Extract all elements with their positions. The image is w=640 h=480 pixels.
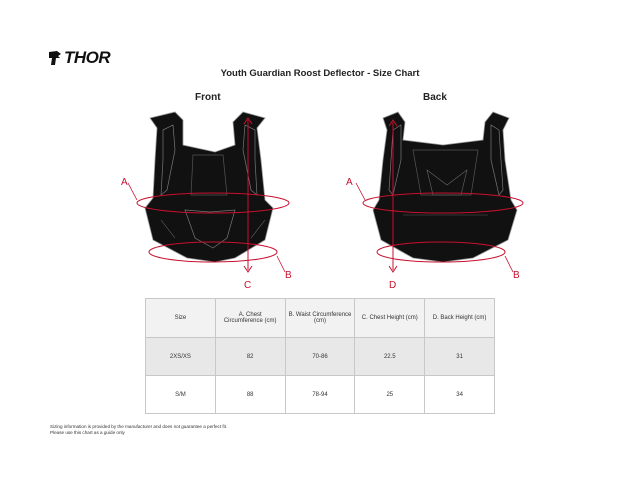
cell-chest-circumference: 82	[215, 338, 285, 376]
cell-chest-height: 22.5	[355, 338, 425, 376]
cell-waist-circumference: 70-86	[285, 338, 355, 376]
front-marker-a: A	[121, 177, 128, 188]
logo-wordmark: THOR	[64, 48, 111, 67]
header-waist-circumference: B. Waist Circumference (cm)	[285, 299, 355, 338]
cell-size: 2XS/XS	[146, 338, 216, 376]
front-view-label: Front	[195, 92, 221, 103]
front-marker-c: C	[244, 280, 252, 290]
back-protector-diagram	[343, 100, 543, 290]
back-view-label: Back	[423, 92, 447, 103]
back-marker-d: D	[389, 280, 397, 290]
table-row	[146, 338, 495, 376]
size-chart-table	[145, 298, 495, 414]
table-row	[146, 376, 495, 414]
table-header-row	[146, 299, 495, 338]
cell-size: S/M	[146, 376, 216, 414]
front-marker-b: B	[285, 270, 292, 281]
disclaimer-line-1: Sizing information is provided by the manufacturer and does not guarantee a perfect fit.	[50, 424, 228, 429]
front-protector-shape	[145, 112, 273, 262]
back-marker-a: A	[346, 177, 353, 188]
sizing-disclaimer	[50, 424, 227, 435]
back-marker-b: B	[513, 270, 520, 281]
cell-back-height: 34	[425, 376, 495, 414]
thor-helmet-icon	[48, 50, 62, 66]
thor-logo	[48, 48, 110, 68]
cell-chest-circumference: 88	[215, 376, 285, 414]
page-title: Youth Guardian Roost Deflector - Size Chart	[220, 68, 420, 79]
header-back-height: D. Back Height (cm)	[425, 299, 495, 338]
cell-chest-height: 25	[355, 376, 425, 414]
cell-back-height: 31	[425, 338, 495, 376]
header-chest-height: C. Chest Height (cm)	[355, 299, 425, 338]
header-chest-circumference: A. Chest Circumference (cm)	[215, 299, 285, 338]
header-size: Size	[146, 299, 216, 338]
front-protector-diagram	[115, 100, 315, 290]
cell-waist-circumference: 78-94	[285, 376, 355, 414]
disclaimer-line-2: Please use this chart as a guide only	[50, 429, 125, 435]
